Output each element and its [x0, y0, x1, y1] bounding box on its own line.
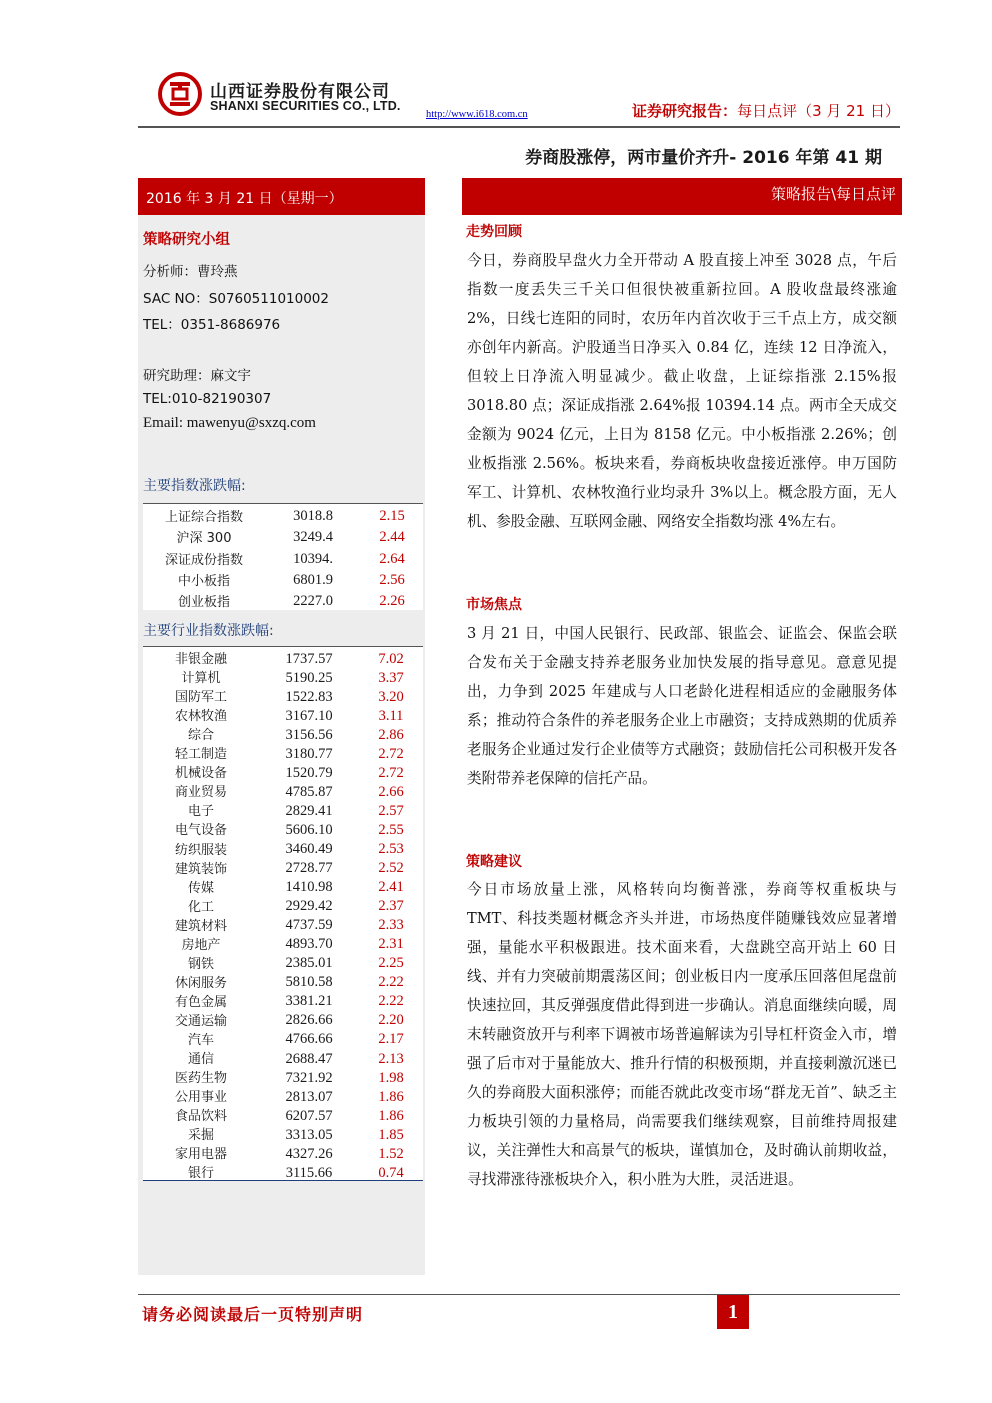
- row-name: 公用事业: [174, 1090, 227, 1105]
- row-change: 2.33: [378, 917, 404, 933]
- row-name: 非银金融: [174, 652, 227, 667]
- report-category: 策略报告\每日点评: [462, 178, 902, 215]
- row-name: 医药生物: [174, 1071, 227, 1086]
- row-name: 家用电器: [174, 1147, 227, 1162]
- analyst-name: 分析师：曹玲燕: [143, 264, 238, 280]
- strategy-heading: 策略建议: [466, 854, 522, 870]
- table-row: [143, 780, 423, 799]
- table-row: [143, 876, 423, 895]
- row-change: 2.56: [379, 571, 405, 588]
- row-name: 农林牧渔: [174, 709, 227, 724]
- table-row: [143, 914, 423, 933]
- row-name: 机械设备: [174, 766, 227, 781]
- row-value: 2829.41: [285, 802, 333, 819]
- row-value: 3313.05: [285, 1126, 333, 1143]
- table-row: [143, 895, 423, 914]
- table-row: [143, 1009, 423, 1028]
- table-row: [143, 1028, 423, 1047]
- header-divider: [138, 126, 900, 128]
- row-value: 4785.87: [285, 783, 333, 800]
- research-team: 策略研究小组: [143, 232, 230, 248]
- row-change: 2.66: [378, 783, 404, 800]
- row-value: 3249.4: [293, 529, 333, 546]
- row-change: 2.44: [379, 529, 405, 546]
- table-row: [143, 723, 423, 742]
- row-change: 3.20: [378, 688, 404, 705]
- table-row: [143, 1123, 423, 1142]
- row-name: 轻工制造: [174, 747, 227, 762]
- row-name: 建筑装饰: [174, 861, 227, 876]
- row-value: 7321.92: [285, 1069, 333, 1086]
- row-value: 1520.79: [285, 764, 333, 781]
- row-value: 3167.10: [285, 707, 333, 724]
- row-change: 3.37: [378, 669, 404, 686]
- review-heading: 走势回顾: [466, 224, 522, 240]
- focus-paragraph: 3 月 21 日，中国人民银行、民政部、银监会、证监会、保监会联合发布关于金融支持养老服务业加快发展的指导意见。意意见提出，力争到 2025 年建成与人口老龄化进程相适应的金融服务体系；推动符合条件的养老服务企业上市融资；支持成熟期的优质养老服务企业通过发行企业债等方式融资；鼓励信托公司积极开发各类附带养老保障的信托产品。: [467, 625, 897, 787]
- row-value: 4893.70: [285, 936, 333, 952]
- row-name: 创业板指: [177, 594, 230, 610]
- table-row: [143, 952, 423, 971]
- table-row: [143, 933, 423, 952]
- table-row: [143, 704, 423, 723]
- row-value: 3180.77: [285, 745, 333, 762]
- row-name: 中小板指: [177, 573, 230, 589]
- table-row: [143, 818, 423, 837]
- table-row: [143, 799, 423, 818]
- report-type-date: 每日点评（3 月 21 日）: [737, 102, 900, 120]
- index-table-heading: 主要指数涨跌幅:: [143, 478, 246, 494]
- row-value: 4327.26: [285, 1145, 333, 1162]
- company-name-cn: 山西证券股份有限公司: [210, 82, 390, 102]
- row-name: 传媒: [187, 880, 214, 895]
- table-row: [143, 666, 423, 685]
- row-name: 采掘: [187, 1128, 214, 1143]
- row-change: 2.15: [379, 508, 405, 525]
- row-name: 商业贸易: [174, 785, 227, 800]
- row-change: 2.20: [378, 1012, 404, 1028]
- row-name: 上证综合指数: [164, 510, 243, 526]
- table-row: [143, 525, 423, 546]
- row-change: 2.86: [378, 726, 404, 743]
- table-row: [143, 761, 423, 780]
- row-change: 2.25: [378, 955, 404, 971]
- row-change: 2.31: [378, 936, 404, 952]
- row-value: 1522.83: [285, 688, 333, 705]
- row-change: 7.02: [378, 650, 404, 667]
- table-row: [143, 546, 423, 567]
- row-name: 建筑材料: [174, 918, 227, 933]
- row-value: 2929.42: [285, 898, 333, 914]
- row-name: 纺织服装: [174, 842, 227, 857]
- row-value: 5190.25: [285, 669, 333, 686]
- row-name: 计算机: [181, 671, 221, 686]
- row-name: 国防军工: [174, 690, 227, 705]
- table-row: [143, 1047, 423, 1066]
- report-type: [632, 100, 900, 121]
- row-change: 1.52: [378, 1145, 404, 1162]
- row-value: 10394.: [293, 550, 333, 567]
- row-name: 有色金属: [174, 994, 227, 1009]
- row-name: 化工: [187, 899, 214, 914]
- table-row: [143, 1066, 423, 1085]
- row-value: 1737.57: [285, 650, 333, 667]
- row-value: 3381.21: [285, 993, 333, 1009]
- table-row: [143, 647, 423, 666]
- row-value: 3460.49: [285, 841, 333, 857]
- row-change: 2.57: [378, 802, 404, 819]
- company-name-en: SHANXI SECURITIES CO., LTD.: [210, 99, 401, 113]
- row-value: 3156.56: [285, 726, 333, 743]
- index-table: [143, 503, 423, 610]
- row-name: 电气设备: [174, 823, 227, 838]
- report-type-label: 证券研究报告：: [632, 102, 738, 120]
- row-name: 沪深 300: [176, 531, 232, 547]
- row-name: 综合: [187, 728, 214, 743]
- row-value: 2688.47: [285, 1050, 333, 1067]
- row-change: 3.11: [378, 707, 404, 724]
- row-name: 休闲服务: [174, 975, 227, 990]
- table-row: [143, 589, 423, 610]
- row-change: 1.98: [378, 1069, 404, 1086]
- row-change: 2.22: [378, 974, 404, 990]
- row-name: 汽车: [187, 1032, 214, 1047]
- table-row: [143, 990, 423, 1009]
- row-change: 2.64: [379, 550, 405, 567]
- row-name: 房地产: [181, 937, 221, 952]
- row-value: 6207.57: [285, 1107, 333, 1124]
- row-change: 2.55: [378, 821, 404, 838]
- website-link[interactable]: http://www.i618.com.cn: [426, 109, 528, 120]
- row-name: 钢铁: [187, 956, 214, 971]
- row-value: 3115.66: [285, 1164, 333, 1181]
- row-name: 交通运输: [174, 1013, 227, 1028]
- review-paragraph: 今日，券商股早盘火力全开带动 A 股直接上冲至 3028 点，午后指数一度丢失三千关口但很快被重新拉回。A 股收盘最终涨逾 2%，日线七连阳的同时，农历年内首次收于三千点上方，成交额亦创年内新高。沪股通当日净买入 0.84 亿，连续 12 日净流入，但较上日净流入明显减少。截止收盘，上证综指涨 2.15%报 3018.80 点；深证成指涨 2.64%报 10394.14 点。两市全天成交金额为 9024 亿元，上日为 8158 亿元。中小板指涨 2.26%；创业板指涨 2.56%。板块来看，券商板块收盘接近涨停。申万国防军工、计算机、农林牧渔行业均录升 3%以上。概念股方面，无人机、参股金融、互联网金融、网络安全指数均涨 4%左右。: [467, 252, 897, 530]
- row-name: 银行: [187, 1166, 214, 1181]
- row-value: 3018.8: [293, 508, 333, 525]
- row-change: 2.53: [378, 841, 404, 857]
- row-change: 2.72: [378, 745, 404, 762]
- footer-divider: [138, 1294, 900, 1295]
- sac-number: SAC NO：S0760511010002: [143, 291, 329, 307]
- row-change: 2.13: [378, 1050, 404, 1067]
- row-change: 2.22: [378, 993, 404, 1009]
- report-date: 2016 年 3 月 21 日（星期一）: [138, 178, 425, 215]
- table-row: [143, 857, 423, 876]
- row-change: 0.74: [378, 1164, 404, 1181]
- assistant-email[interactable]: Email: mawenyu@sxzq.com: [143, 415, 316, 431]
- row-value: 4737.59: [285, 917, 333, 933]
- row-value: 2826.66: [285, 1012, 333, 1028]
- table-row: [143, 742, 423, 761]
- table-row: [143, 504, 423, 525]
- table-row: [143, 1104, 423, 1123]
- row-change: 2.41: [378, 879, 404, 895]
- row-change: 2.17: [378, 1031, 404, 1047]
- row-change: 1.85: [378, 1126, 404, 1143]
- table-row: [143, 685, 423, 704]
- industry-table-heading: 主要行业指数涨跌幅:: [143, 623, 274, 639]
- row-value: 2813.07: [285, 1088, 333, 1105]
- company-logo: [158, 72, 202, 116]
- row-name: 通信: [187, 1052, 214, 1067]
- table-row: [143, 1085, 423, 1104]
- table-row: [143, 971, 423, 990]
- table-row: [143, 1161, 423, 1180]
- table-row: [143, 568, 423, 589]
- focus-heading: 市场焦点: [466, 597, 522, 613]
- row-value: 6801.9: [293, 571, 333, 588]
- page-number: 1: [717, 1295, 749, 1329]
- table-row: [143, 837, 423, 856]
- row-value: 4766.66: [285, 1031, 333, 1047]
- row-change: 1.86: [378, 1088, 404, 1105]
- row-value: 1410.98: [285, 879, 333, 895]
- table-row: [143, 1142, 423, 1161]
- analyst-tel: TEL：0351-8686976: [143, 317, 281, 333]
- row-change: 2.72: [378, 764, 404, 781]
- row-value: 2227.0: [293, 592, 333, 609]
- row-change: 2.37: [378, 898, 404, 914]
- row-change: 1.86: [378, 1107, 404, 1124]
- row-value: 5606.10: [285, 821, 333, 838]
- row-change: 2.52: [378, 860, 404, 876]
- row-name: 深证成份指数: [164, 552, 243, 568]
- strategy-paragraph: 今日市场放量上涨，风格转向均衡普涨，券商等权重板块与 TMT、科技类题材概念齐头并进，市场热度伴随赚钱效应显著增强，量能水平积极跟进。技术面来看，大盘跳空高开站上 60 日线、并有力突破前期震荡区间；创业板日内一度承压回落但尾盘前快速拉回，其反弹强度借此得到进一步确认。消息面继续向暖，周末转融资放开与利率下调被市场普遍解读为引导杠杆资金入市，增强了后市对于量能放大、推升行情的积极预期，并直接刺激沉迷已久的券商股大面积涨停；而能否就此改变市场“群龙无首”、缺乏主力板块引领的力量格局，尚需要我们继续观察，目前维持周报建议，关注弹性大和高景气的板块，谨慎加仓，及时确认前期收益，寻找滞涨待涨板块介入，积小胜为大胜，灵活进退。: [467, 881, 897, 1188]
- assistant-name: 研究助理：麻文宇: [143, 368, 251, 384]
- row-change: 2.26: [379, 592, 405, 609]
- row-value: 2728.77: [285, 860, 333, 876]
- row-name: 食品饮料: [174, 1109, 227, 1124]
- assistant-tel: TEL:010-82190307: [143, 391, 272, 407]
- industry-table: [143, 646, 423, 1181]
- row-value: 2385.01: [285, 955, 333, 971]
- disclaimer: 请务必阅读最后一页特别声明: [142, 1305, 364, 1324]
- row-name: 电子: [187, 804, 214, 819]
- report-title: 券商股涨停，两市量价齐升- 2016 年第 41 期: [525, 148, 882, 168]
- row-value: 5810.58: [285, 974, 333, 990]
